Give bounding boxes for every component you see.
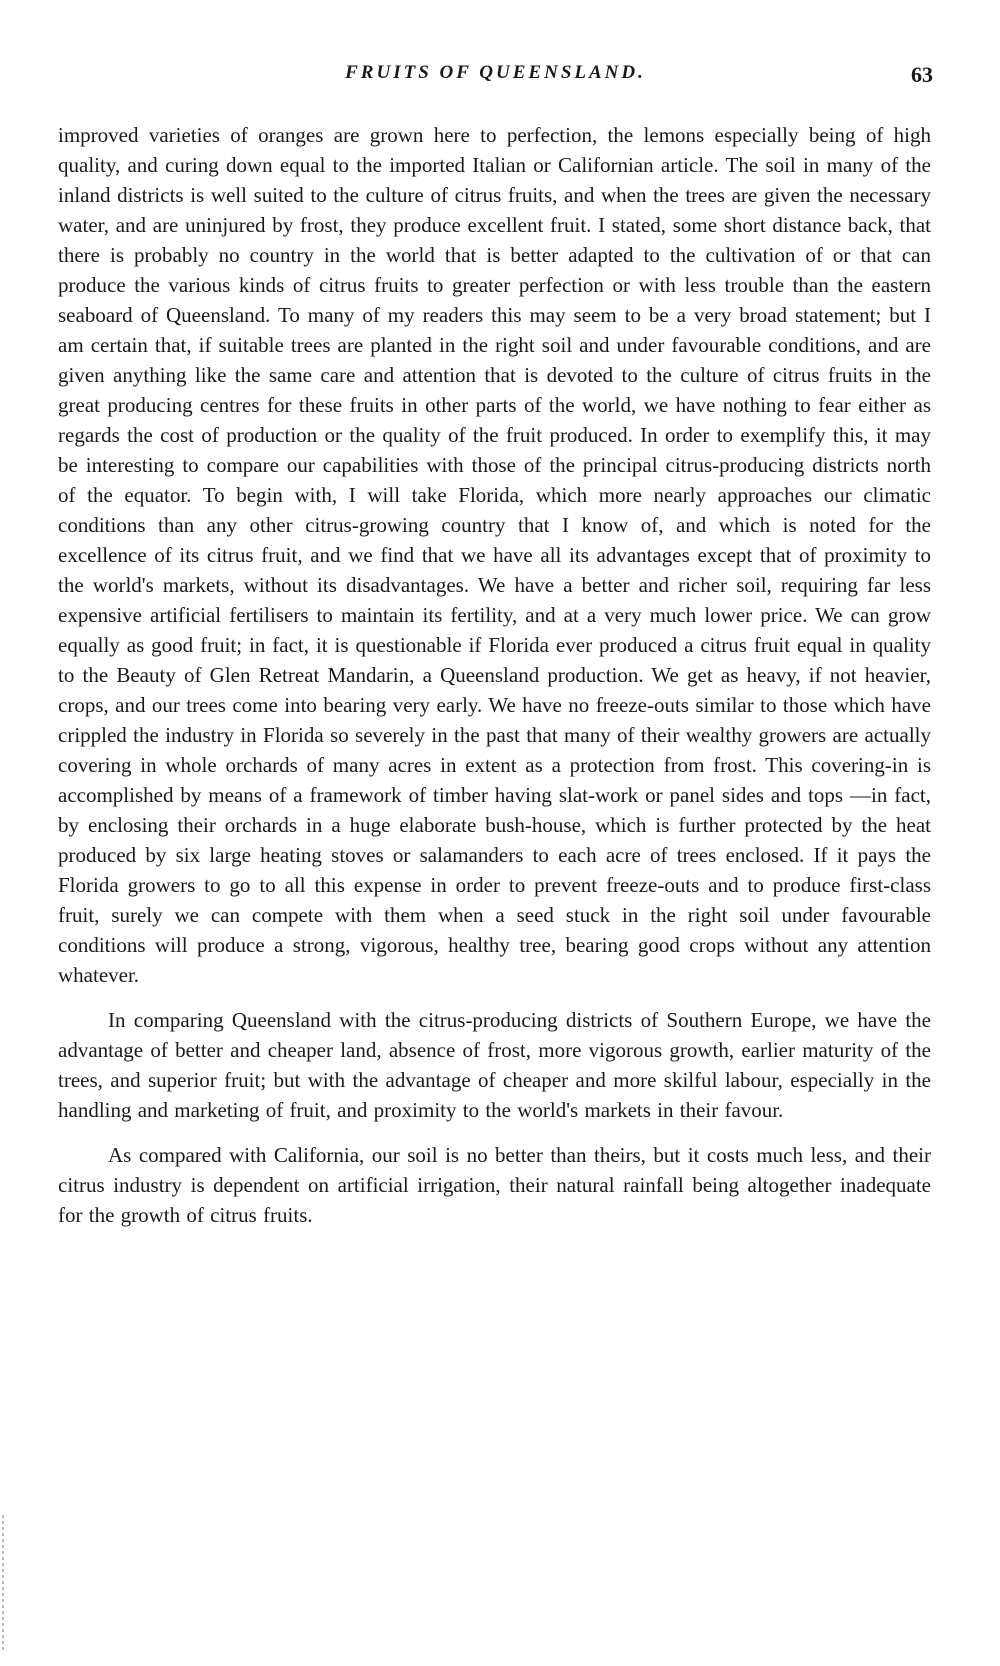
running-title: FRUITS OF QUEENSLAND. xyxy=(345,62,646,83)
paragraph-southern-europe: In comparing Queensland with the citrus-producing districts of Southern Europe, we have the advantage of better and cheaper land, absence of frost, more vigorous growth, earlier maturity of the trees, and superior fruit; but with the advantage of cheaper and more skilful labour, especially in the handling and marketing of fruit, and proximity to the world's markets in their favour. xyxy=(58,1008,931,1122)
paragraph-continued: improved varieties of oranges are grown here to perfection, the lemons especially being of high quality, and curing down equal to the imported Italian or Californian article. The soil in many of the inland districts is well suited to the culture of citrus fruits, and when the trees are given the necessary water, and are uninjured by frost, they produce excellent fruit. I stated, some short distance back, that there is probably no country in the world that is better adapted to the cultivation of or that can produce the various kinds of citrus fruits to greater perfection or with less trouble than the eastern seaboard of Queensland. To many of my readers this may seem to be a very broad statement; but I am certain that, if suitable trees are planted in the right soil and under favourable conditions, and are given anything like the same care and attention that is devoted to the culture of citrus fruits in the great producing centres for these fruits in other parts of the world, we have nothing to fear either as regards the cost of production or the quality of the fruit produced. In order to exemplify this, it may be interesting to compare our capabilities with those of the principal citrus-producing districts north of the equator. To begin with, I will take Florida, which more nearly approaches our climatic conditions than any other citrus-growing country that I know of, and which is noted for the excellence of its citrus fruit, and we find that we have all its advantages except that of proximity to the world's markets, without its disadvantages. We have a better and richer soil, requiring far less expensive artificial fertilisers to maintain its fertility, and at a very much lower price. We can grow equally as good fruit; in fact, it is questionable if Florida ever produced a citrus fruit equal in quality to the Beauty of Glen Retreat Mandarin, a Queensland production. We get as heavy, if not heavier, crops, and our trees come into bearing very early. We have no freeze-outs similar to those which have crippled the industry in Florida so severely in the past that many of their wealthy growers are actually covering in whole orchards of many acres in extent as a protection from frost. This covering-in is accomplished by means of a framework of timber having slat-work or panel sides and tops —in fact, by enclosing their orchards in a huge elaborate bush-house, which is further protected by the heat produced by six large heating stoves or salamanders to each acre of trees enclosed. If it pays the Florida growers to go to all this expense in order to prevent freeze-outs and to produce first-class fruit, surely we can compete with them when a seed stuck in the right soil under favourable conditions will produce a strong, vigorous, healthy tree, bearing good crops without any attention whatever. xyxy=(58,123,931,987)
body-text xyxy=(58,120,931,1230)
running-head xyxy=(58,62,933,90)
paragraph-california: As compared with California, our soil is no better than theirs, but it costs much less, and their citrus industry is dependent on artificial irrigation, their natural rainfall being altogether inadequate for the growth of citrus fruits. xyxy=(58,1143,931,1227)
binding-edge-mark xyxy=(2,1515,4,1650)
page-number: 63 xyxy=(911,62,933,87)
